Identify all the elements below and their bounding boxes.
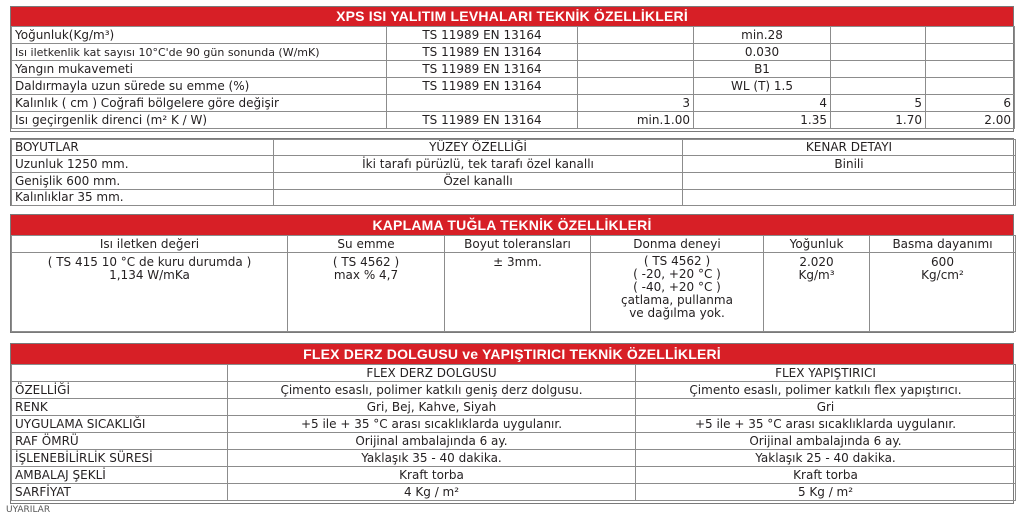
thickness-value: 3 [578, 95, 694, 112]
flex-row-label: AMBALAJ ŞEKLİ [12, 467, 228, 484]
table-row [12, 112, 1015, 129]
absorption-line: max % 4,7 [333, 268, 399, 282]
frost-line: ( -40, +20 °C ) [633, 280, 721, 294]
resistance-value: 1.35 [694, 112, 831, 129]
flex-row-label: İŞLENEBİLİRLİK SÜRESİ [12, 450, 228, 467]
resistance-value: 2.00 [926, 112, 1015, 129]
table-row [12, 156, 1016, 173]
flex-row-label: UYGULAMA SICAKLIĞI [12, 416, 228, 433]
table-row [12, 416, 1016, 433]
density-unit: Kg/m³ [798, 268, 835, 282]
conductivity-line: 1,134 W/mKa [109, 268, 190, 282]
table-row [12, 450, 1016, 467]
xps-label: Daldırmayla uzun sürede su emme (%) [12, 78, 387, 95]
xps-title: XPS ISI YALITIM LEVHALARI TEKNİK ÖZELLİKLERİ [11, 7, 1013, 26]
dims-cell [274, 190, 683, 206]
resistance-label: Isı geçirgenlik direnci (m² K / W) [12, 112, 387, 129]
brick-header: Boyut toleransları [445, 236, 591, 253]
brick-header: Basma dayanımı [870, 236, 1016, 253]
compressive-value: 600 [931, 255, 954, 269]
xps-value: WL (T) 1.5 [694, 78, 831, 95]
table-row [12, 61, 1015, 78]
dims-header: YÜZEY ÖZELLİĞİ [274, 140, 683, 156]
flex-cell: Orijinal ambalajında 6 ay. [228, 433, 636, 450]
xps-standard: TS 11989 EN 13164 [387, 27, 578, 44]
xps-value: min.28 [694, 27, 831, 44]
flex-header [12, 365, 228, 382]
table-row [12, 78, 1015, 95]
thickness-label: Kalınlık ( cm ) Coğrafi bölgelere göre değişir [12, 95, 387, 112]
flex-row-label: RAF ÖMRÜ [12, 433, 228, 450]
thickness-value: 6 [926, 95, 1015, 112]
brick-title: KAPLAMA TUĞLA TEKNİK ÖZELLİKLERİ [11, 215, 1013, 235]
flex-row-label: RENK [12, 399, 228, 416]
table-row [12, 433, 1016, 450]
absorption-line: ( TS 4562 ) [332, 255, 400, 269]
table-row [12, 467, 1016, 484]
dims-cell [683, 173, 1016, 190]
dims-cell: İki tarafı pürüzlü, tek tarafı özel kanallı [274, 156, 683, 173]
flex-cell: 4 Kg / m² [228, 484, 636, 501]
flex-cell: +5 ile + 35 °C arası sıcaklıklarda uygulanır. [636, 416, 1016, 433]
table-row [12, 190, 1016, 206]
flex-header: FLEX YAPIŞTIRICI [636, 365, 1016, 382]
dims-section [10, 138, 1014, 206]
flex-cell: Çimento esaslı, polimer katkılı geniş derz dolgusu. [228, 382, 636, 399]
absorption-cell [288, 253, 445, 332]
dims-cell: Özel kanallı [274, 173, 683, 190]
dims-cell: Kalınlıklar 35 mm. [12, 190, 274, 206]
xps-standard: TS 11989 EN 13164 [387, 78, 578, 95]
flex-cell: Gri [636, 399, 1016, 416]
table-row [12, 140, 1016, 156]
flex-table [11, 364, 1016, 501]
brick-header: Isı iletken değeri [12, 236, 288, 253]
flex-title: FLEX DERZ DOLGUSU ve YAPIŞTIRICI TEKNİK ÖZELLİKLERİ [11, 344, 1013, 364]
dims-cell [683, 190, 1016, 206]
cut-off-heading: UYARILAR [6, 505, 51, 515]
dims-cell: Binili [683, 156, 1016, 173]
flex-cell: Yaklaşık 35 - 40 dakika. [228, 450, 636, 467]
flex-section [10, 343, 1014, 504]
table-row [12, 173, 1016, 190]
frost-line: ( -20, +20 °C ) [633, 267, 721, 281]
xps-value: B1 [694, 61, 831, 78]
tolerance-value: ± 3mm. [493, 255, 542, 269]
flex-cell: Gri, Bej, Kahve, Siyah [228, 399, 636, 416]
flex-cell: Kraft torba [228, 467, 636, 484]
xps-standard: TS 11989 EN 13164 [387, 61, 578, 78]
resistance-value: min.1.00 [578, 112, 694, 129]
brick-header: Su emme [288, 236, 445, 253]
brick-header: Yoğunluk [764, 236, 870, 253]
xps-section [10, 6, 1014, 132]
xps-table [11, 26, 1015, 129]
table-row [12, 44, 1015, 61]
dims-cell: Genişlik 600 mm. [12, 173, 274, 190]
flex-cell: Yaklaşık 25 - 40 dakika. [636, 450, 1016, 467]
thickness-value: 4 [694, 95, 831, 112]
xps-standard: TS 11989 EN 13164 [387, 112, 578, 129]
conductivity-line: ( TS 415 10 °C de kuru durumda ) [47, 255, 252, 269]
table-row [12, 253, 1016, 332]
frost-line: ve dağılma yok. [629, 306, 725, 320]
table-row [12, 399, 1016, 416]
xps-label: Yangın mukavemeti [12, 61, 387, 78]
frost-line: ( TS 4562 ) [643, 254, 711, 268]
xps-label: Isı iletkenlik kat sayısı 10°C'de 90 gün sonunda (W/mK) [12, 44, 387, 61]
resistance-value: 1.70 [831, 112, 926, 129]
tolerance-cell [445, 253, 591, 332]
dims-table [11, 139, 1016, 206]
dims-header: KENAR DETAYI [683, 140, 1016, 156]
flex-row-label: ÖZELLİĞİ [12, 382, 228, 399]
frost-cell [591, 253, 764, 332]
flex-row-label: SARFİYAT [12, 484, 228, 501]
table-row [12, 95, 1015, 112]
dims-header: BOYUTLAR [12, 140, 274, 156]
frost-line: çatlama, pullanma [621, 293, 733, 307]
brick-header: Donma deneyi [591, 236, 764, 253]
table-row [12, 484, 1016, 501]
table-row [12, 365, 1016, 382]
table-row [12, 27, 1015, 44]
compressive-cell [870, 253, 1016, 332]
dims-cell: Uzunluk 1250 mm. [12, 156, 274, 173]
flex-cell: Çimento esaslı, polimer katkılı flex yapıştırıcı. [636, 382, 1016, 399]
conductivity-cell [12, 253, 288, 332]
density-cell [764, 253, 870, 332]
flex-cell: Orijinal ambalajında 6 ay. [636, 433, 1016, 450]
brick-section [10, 214, 1014, 333]
table-row [12, 382, 1016, 399]
xps-label: Yoğunluk(Kg/m³) [12, 27, 387, 44]
xps-standard: TS 11989 EN 13164 [387, 44, 578, 61]
flex-cell: 5 Kg / m² [636, 484, 1016, 501]
flex-cell: Kraft torba [636, 467, 1016, 484]
compressive-unit: Kg/cm² [921, 268, 964, 282]
flex-cell: +5 ile + 35 °C arası sıcaklıklarda uygulanır. [228, 416, 636, 433]
brick-table [11, 235, 1016, 332]
flex-header: FLEX DERZ DOLGUSU [228, 365, 636, 382]
density-value: 2.020 [799, 255, 834, 269]
thickness-value: 5 [831, 95, 926, 112]
table-row [12, 236, 1016, 253]
xps-value: 0.030 [694, 44, 831, 61]
